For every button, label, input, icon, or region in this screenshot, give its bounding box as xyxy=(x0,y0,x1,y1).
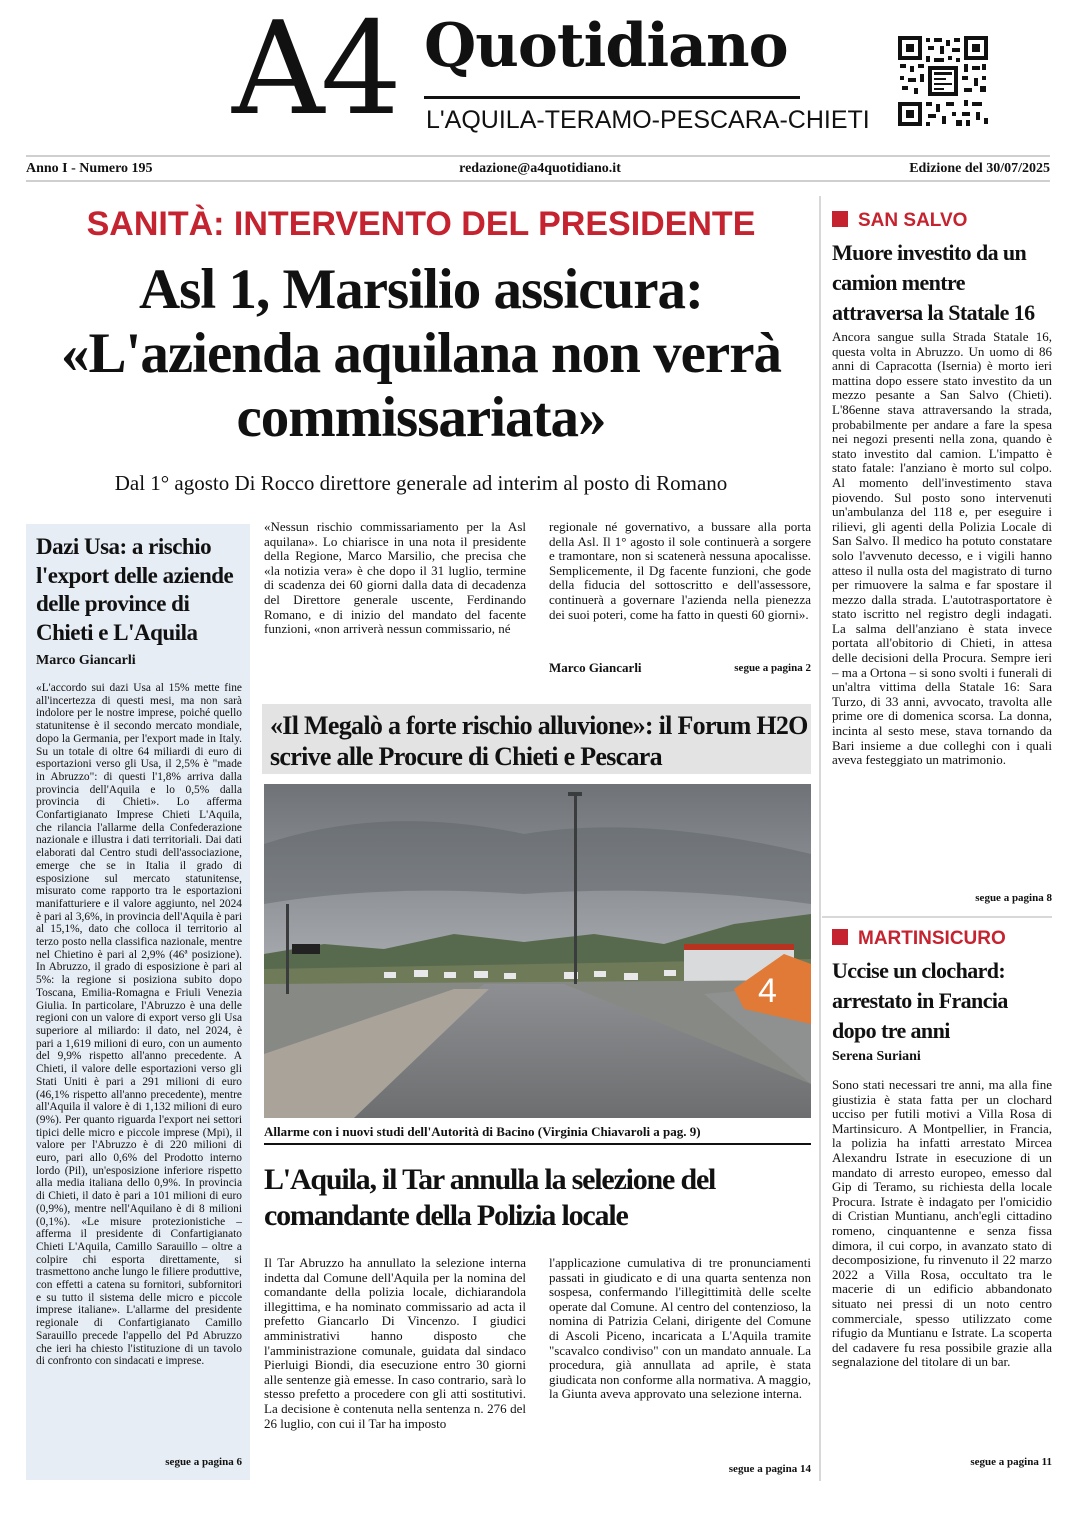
brand-a4-logo: A4 xyxy=(232,0,398,144)
section-tag-martinsicuro: MARTINSICURO xyxy=(832,928,1006,950)
masthead-top-rule xyxy=(26,155,1050,157)
san-salvo-body: Ancora sangue sulla Strada Statale 16, questa volta in Abruzzo. Un uomo di 86 anni di Capracotta (Isernia) è morto ieri mattina dopo essere stato investito da un mezzo pesante a San Salvo (Chieti). L'86enne stava attraversando la strada, probabilmente per andare a fare la spesa nei negozi presenti nella zona, quando è stato investito dal camion. L'impatto è stato fatale: l'anziano è morto sul colpo. Al momento dell'investimento stava piovendo. Sul posto sono intervenuti un'ambulanza del 118 e, per eseguire i rilievi, gli agenti della Polizia Locale di San Salvo. Il medico ha potuto constatare solo l'avvenuto decesso, e i vigili hanno atteso il nulla osta del magistrato di turno per rimuovere la salma e far spostare il mezzo dalla strada. L'autotrasportatore è stato iscritto nel registro degli indagati. La salma dell'anziano è stata invece portata all'obitorio di Chieti, in attesa delle decisioni della Procura. Sempre ieri – ma a Ortona – si sono svolti i funerali di un'altra vittima della Statale 16: Sara Turzo, di 33 anni, avvocato, travolta alle prime ore di domenica scorsa. La donna, incinta al sesto mese, stava tornando da Bari insieme a due colleghi con i quali aveva festeggiato un matrimonio. xyxy=(832,329,1052,768)
qr-code-icon[interactable] xyxy=(896,34,990,128)
main-story-column-1: «Nessun rischio commissariamento per la Asl aquilana». Lo chiarisce in una nota il presidente della Regione, Marco Marsilio, che precisa che «la notizia vera» è che dopo il 31 luglio, termine di scadenza dei 60 giorni dalla data di decadenza del Direttore generale uscente, Ferdinando Romano, e di inizio del mandato del facente funzioni, «non arriverà nessun commissario, né xyxy=(264,519,526,637)
megalo-photo xyxy=(264,784,811,1118)
san-salvo-continues-link[interactable]: segue a pagina 8 xyxy=(975,892,1052,904)
tag-square-icon xyxy=(832,211,848,227)
main-story-kicker: SANITÀ: INTERVENTO DEL PRESIDENTE xyxy=(86,205,756,243)
dazi-headline[interactable]: Dazi Usa: a rischio l'export delle aziende delle province di Chieti e L'Aquila xyxy=(36,534,234,645)
caption-rule xyxy=(264,1143,811,1145)
brand-name: Quotidiano xyxy=(424,11,788,81)
tar-continues-link[interactable]: segue a pagina 14 xyxy=(728,1463,811,1475)
main-story-subhead: Dal 1° agosto Di Rocco direttore generale ad interim al posto di Romano xyxy=(114,471,728,495)
masthead-bottom-rule xyxy=(26,180,1050,182)
martinsicuro-body: Sono stati necessari tre anni, ma alla fine giustizia è stata fatta per un clochard ucciso per futili motivi a Villa Rosa di Martinsicuro. A Montpellier, in Francia, la polizia ha infatti arrestato Mircea Alexandru Istrate in esecuzione di un mandato di arresto europeo, emesso dal Gip di Teramo, su richiesta della locale Procura. Istrate è indagato per l'omicidio di Cristian Muntianu, anch'egli cittadino romeno, cinquantenne e senza fissa dimora, il cui corpo, in avanzato stato di decomposizione, fu rinvenuto il 22 marzo 2022 a Villa Rosa, occultato tra le macerie di un edificio abbandonato situato nei pressi di un noto centro commerciale, spesso utilizzato come rifugio da Muntianu e Istrate. La scoperta del cadavere fu resa possibile grazie alla segnalazione del titolare di un bar. xyxy=(832,1077,1052,1370)
san-salvo-headline[interactable]: Muore investito da un camion mentre attraversa la Statale 16 xyxy=(832,240,1035,325)
main-story-continues-link[interactable]: segue a pagina 2 xyxy=(734,662,811,674)
main-story-column-2: regionale né governativo, a bussare alla porta della Asl. Il 1° agosto il sole continuerà a sorgere e tramontare, non si scatenerà nessuna apocalisse. Semplicemente, il Dg facente funzioni, che gode della fiducia del sottoscritto e dell'assessore, continuerà a governare l'azienda nella pienezza dei suoi poteri, come ha fatto in questi 60 giorni». xyxy=(549,519,811,622)
tar-column-1: Il Tar Abruzzo ha annullato la selezione interna indetta dal Comune dell'Aquila per la nomina del comandante della polizia locale, dichiarandola illegittima, e ha nominato commissario ad acta il prefetto Giancarlo Di Vincenzo. I giudici amministrativi hanno disposto che l'amministrazione comunale, guidata dal sindaco Pierluigi Biondi, dia esecuzione entro 30 giorni alle sentenze già emesse. In caso contrario, sarà lo stesso prefetto a procedere con gli atti sostitutivi. La decisione è contenuta nella sentenza n. 276 del 26 luglio, con cui il Tar ha imposto xyxy=(264,1255,526,1431)
main-story-headline[interactable]: Asl 1, Marsilio assicura: «L'azienda aquilana non verrà commissariata» xyxy=(60,258,781,449)
right-column-separator xyxy=(822,916,1052,918)
megalo-headline[interactable]: «Il Megalò a forte rischio alluvione»: il Forum H2O scrive alle Procure di Chieti e Pescara xyxy=(270,711,808,771)
photo-sign-number: 4 xyxy=(758,972,777,1010)
edition-date: Edizione del 30/07/2025 xyxy=(909,161,1050,176)
megalo-photo-caption: Allarme con i nuovi studi dell'Autorità di Bacino (Virginia Chiavaroli a pag. 9) xyxy=(264,1124,701,1139)
brand-cities: L'AQUILA-TERAMO-PESCARA-CHIETI xyxy=(426,106,870,134)
dazi-byline: Marco Giancarli xyxy=(36,653,136,668)
tag-square-icon xyxy=(832,929,848,945)
martinsicuro-continues-link[interactable]: segue a pagina 11 xyxy=(970,1456,1052,1468)
dazi-continues-link[interactable]: segue a pagina 6 xyxy=(165,1456,242,1468)
masthead-rule xyxy=(424,96,800,99)
martinsicuro-headline[interactable]: Uccise un clochard: arrestato in Francia dopo tre anni xyxy=(832,958,1008,1043)
right-column-divider xyxy=(819,196,821,1481)
dazi-body: «L'accordo sui dazi Usa al 15% mette fine all'incertezza di questi mesi, ma non sarà indolore per le nostre imprese, poiché quello statunitense è il secondo mercato mondiale, dopo la Germania, per l'export made in Italy. Su un totale di oltre 64 miliardi di euro di esportazioni verso gli Usa, il 2,5% è "made in Abruzzo": di questi l'1,8% arriva dalla provincia dell'Aquila e lo 0,5% dalla provincia di Chieti». Lo afferma Confartigianato Imprese Chieti L'Aquila, che rilancia l'allarme della Confederazione nazionale e illustra i dati territoriali. Dai dati elaborati dal Centro studi dell'associazione, emerge che se in Italia il grado di esposizione sul mercato statunitense, misurato come rapporto tra le esportazioni manifatturiere e il valore aggiunto, nel 2024 è pari al 3,6%, in provincia dell'Aquila è pari al 15,1%, dato che colloca il territorio al terzo posto nella classifica nazionale, mentre nel Chietino è pari al 2,9% (46ª posizione). In Abruzzo, il grado di esposizione è pari al 5%: la regione si posiziona subito dopo Toscana, Emilia-Romagna e Friuli Venezia Giulia. In particolare, l'Abruzzo è una delle regioni con un valore di export verso gli Usa superiore al miliardo: il dato, nel 2024, è pari a 1,619 milioni di euro, con un aumento del 9,9% rispetto all'anno precedente. A Chieti, il valore delle esportazioni verso gli Stati Uniti è pari a 291 milioni di euro (46,1% rispetto all'anno precedente), mentre all'Aquila il valore è di 1,132 milioni di euro (9%). Per quanto riguarda l'export nei settori tipici delle micro e piccole imprese (Mpi), il valore per l'Abruzzo è di 220 milioni di euro, pari allo 0,6% del Prodotto interno lordo (Pil), un'esposizione inferiore rispetto alla media italiana dello 0,9%. In provincia di Chieti, il dato è pari a 101 milioni di euro (0,9%), mentre nell'Aquilano è di 8 milioni (0,1%). «Le misure protezionistiche – afferma il presidente di Confartigianato Chieti L'Aquila, Camillo Sarauillo – oltre a colpire chi esporta direttamente, si trasmettono anche lungo le filiere produttive, con effetti a catena su fornitori, subfornitori e su tutto il sistema delle micro e piccole imprese italiane». L'allarme del presidente regionale di Confartigianato Camillo Sarauillo precede l'appello del Pd Abruzzo che ieri ha chiesto l'istituzione di un tavolo di confronto con sindacati e imprese. xyxy=(36,682,242,1368)
tar-column-2: l'applicazione cumulativa di tre pronunciamenti passati in giudicato e di una quarta sentenza non sospesa, confermando l'illegittimità delle scelte operate dal Comune. Al centro del contenzioso, la nomina di Patrizia Celani, dirigente del Comune di Ascoli Piceno, incaricata a L'Aquila tramite "scavalco condiviso" con un mandato annuale. La procedura, già annullata ad aprile, è stata giudicata non conforme alla normativa. A maggio, la Giunta aveva approvato una selezione interna. xyxy=(549,1255,811,1402)
tar-headline[interactable]: L'Aquila, il Tar annulla la selezione del comandante della Polizia locale xyxy=(264,1163,716,1232)
section-tag-san-salvo: SAN SALVO xyxy=(832,210,967,232)
main-story-byline: Marco Giancarli xyxy=(549,660,642,675)
email-link[interactable]: redazione@a4quotidiano.it xyxy=(459,161,621,176)
issue-number: Anno I - Numero 195 xyxy=(26,161,153,176)
martinsicuro-byline: Serena Suriani xyxy=(832,1049,921,1064)
